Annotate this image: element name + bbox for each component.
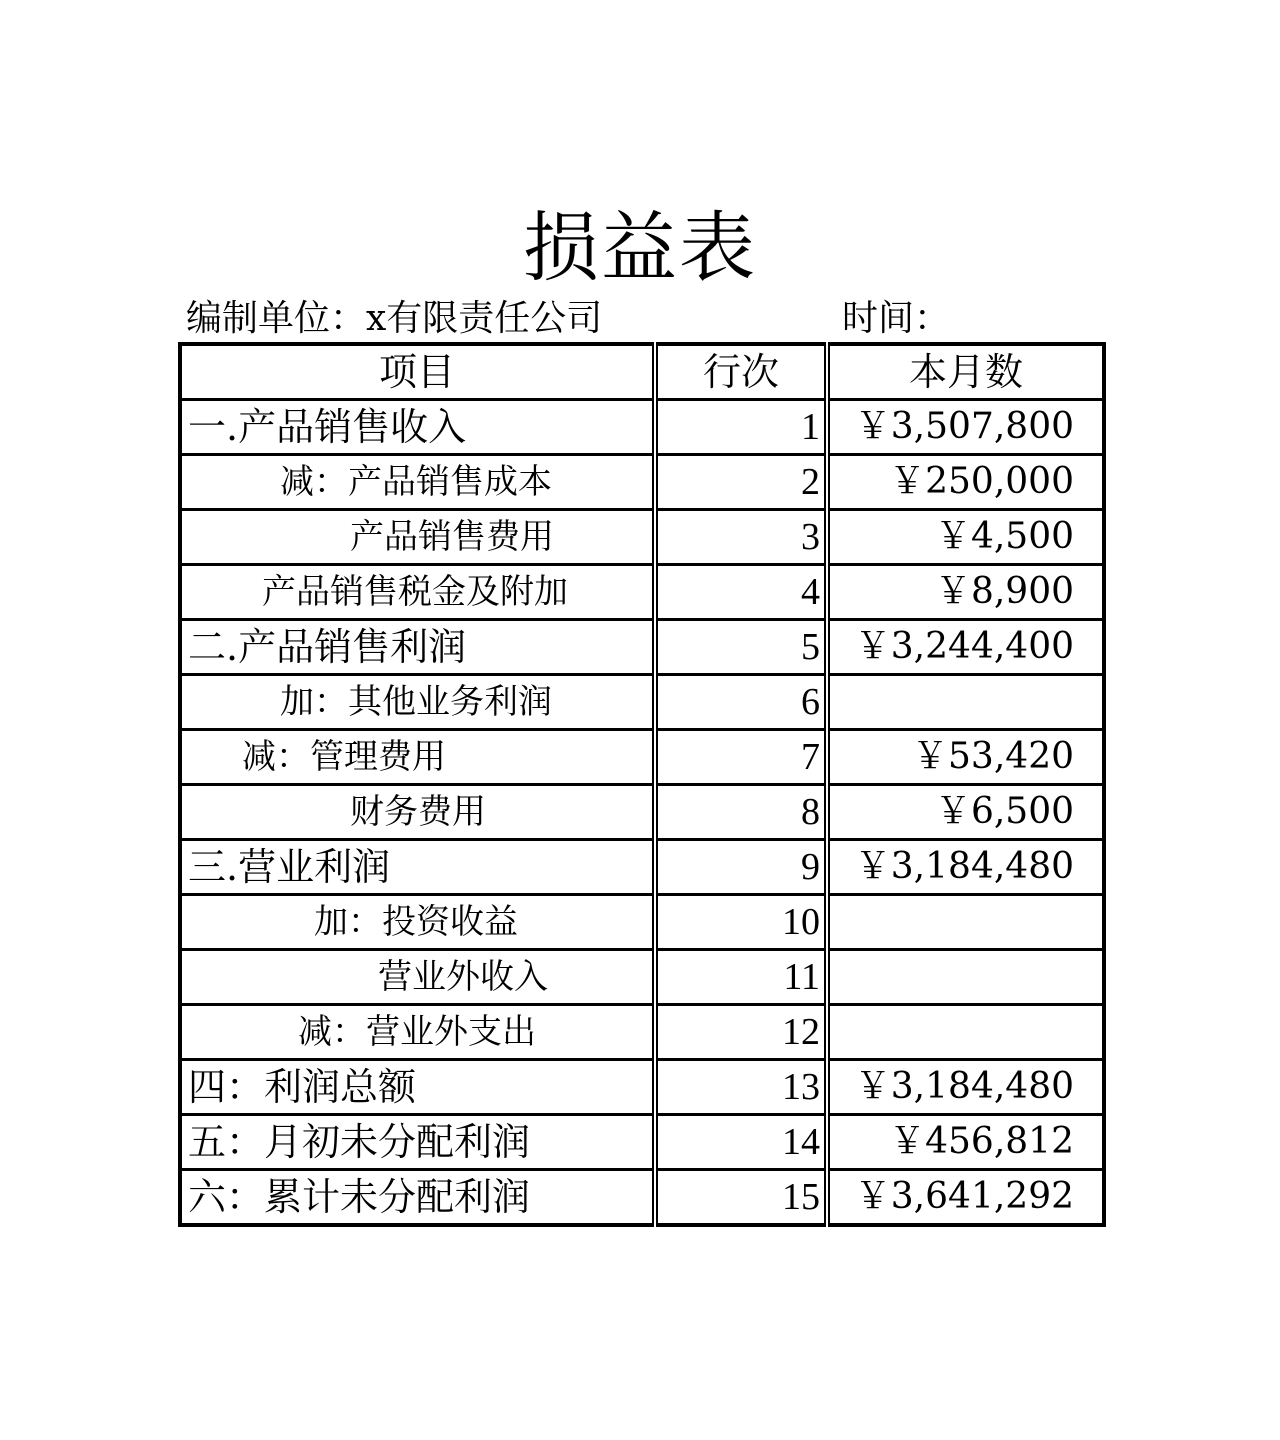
row-item-cell[interactable]: 加：其他业务利润	[180, 675, 655, 730]
row-line-cell[interactable]: 10	[655, 895, 827, 950]
row-item-cell[interactable]: 六：累计未分配利润	[180, 1170, 655, 1226]
row-amount-cell[interactable]: ￥250,000	[827, 455, 1104, 510]
row-amount-cell[interactable]: ￥53,420	[827, 730, 1104, 785]
row-amount-cell[interactable]: ￥3,244,400	[827, 620, 1104, 675]
row-amount-cell[interactable]	[827, 1005, 1104, 1060]
page-title: 损益表	[523, 203, 757, 292]
row-amount-cell[interactable]	[827, 895, 1104, 950]
row-line-cell[interactable]: 8	[655, 785, 827, 840]
date-label: 时间：	[842, 298, 951, 339]
row-amount-cell[interactable]: ￥8,900	[827, 565, 1104, 620]
header-current-month: 本月数	[827, 344, 1104, 400]
row-line-cell[interactable]: 9	[655, 840, 827, 895]
header-line-number: 行次	[655, 344, 827, 400]
table-row	[180, 620, 1104, 675]
row-item-cell[interactable]: 产品销售费用	[180, 510, 655, 565]
row-item-cell[interactable]: 减：营业外支出	[180, 1005, 655, 1060]
row-line-cell[interactable]: 3	[655, 510, 827, 565]
row-item-cell[interactable]: 一.产品销售收入	[180, 400, 655, 455]
row-line-cell[interactable]: 14	[655, 1115, 827, 1170]
table-row	[180, 785, 1104, 840]
income-statement-table	[178, 342, 1106, 1227]
row-amount-cell[interactable]: ￥3,507,800	[827, 400, 1104, 455]
header-item: 项目	[180, 344, 655, 400]
table-row	[180, 730, 1104, 785]
row-amount-cell[interactable]: ￥3,641,292	[827, 1170, 1104, 1226]
table-row	[180, 950, 1104, 1005]
table-header-row	[180, 344, 1104, 400]
row-amount-cell[interactable]	[827, 675, 1104, 730]
table-row	[180, 510, 1104, 565]
row-item-cell[interactable]: 营业外收入	[180, 950, 655, 1005]
row-line-cell[interactable]: 6	[655, 675, 827, 730]
row-item-cell[interactable]: 三.营业利润	[180, 840, 655, 895]
row-amount-cell[interactable]: ￥4,500	[827, 510, 1104, 565]
row-amount-cell[interactable]: ￥6,500	[827, 785, 1104, 840]
row-amount-cell[interactable]: ￥3,184,480	[827, 840, 1104, 895]
row-amount-cell[interactable]	[827, 950, 1104, 1005]
table-row	[180, 895, 1104, 950]
table-row	[180, 1170, 1104, 1226]
table-row	[180, 1115, 1104, 1170]
row-item-cell[interactable]: 五：月初未分配利润	[180, 1115, 655, 1170]
row-line-cell[interactable]: 13	[655, 1060, 827, 1115]
row-line-cell[interactable]: 12	[655, 1005, 827, 1060]
table-row	[180, 455, 1104, 510]
row-item-cell[interactable]: 加：投资收益	[180, 895, 655, 950]
table-row	[180, 565, 1104, 620]
row-amount-cell[interactable]: ￥3,184,480	[827, 1060, 1104, 1115]
row-line-cell[interactable]: 4	[655, 565, 827, 620]
row-line-cell[interactable]: 15	[655, 1170, 827, 1226]
row-item-cell[interactable]: 二.产品销售利润	[180, 620, 655, 675]
row-amount-cell[interactable]: ￥456,812	[827, 1115, 1104, 1170]
row-line-cell[interactable]: 11	[655, 950, 827, 1005]
row-line-cell[interactable]: 5	[655, 620, 827, 675]
row-item-cell[interactable]: 减：管理费用	[180, 730, 655, 785]
table-row	[180, 1005, 1104, 1060]
table-row	[180, 840, 1104, 895]
row-item-cell[interactable]: 财务费用	[180, 785, 655, 840]
row-line-cell[interactable]: 7	[655, 730, 827, 785]
row-item-cell[interactable]: 产品销售税金及附加	[180, 565, 655, 620]
table-row	[180, 400, 1104, 455]
row-line-cell[interactable]: 1	[655, 400, 827, 455]
preparing-unit-label: 编制单位：x有限责任公司	[186, 298, 603, 339]
table-row	[180, 1060, 1104, 1115]
row-item-cell[interactable]: 四：利润总额	[180, 1060, 655, 1115]
row-item-cell[interactable]: 减：产品销售成本	[180, 455, 655, 510]
table-row	[180, 675, 1104, 730]
row-line-cell[interactable]: 2	[655, 455, 827, 510]
